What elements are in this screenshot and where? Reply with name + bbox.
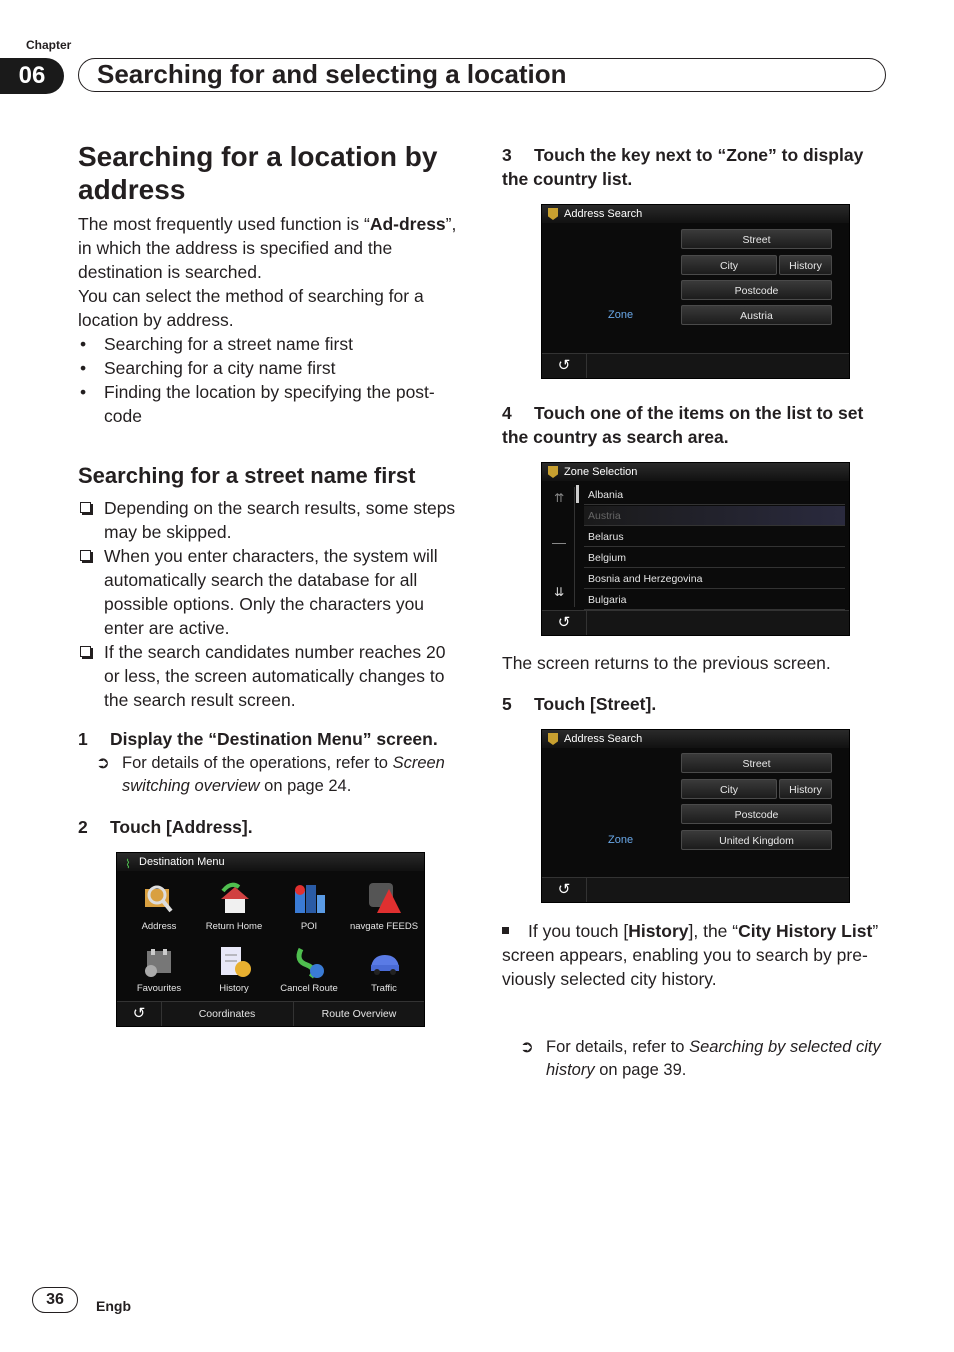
street-button[interactable]: Street xyxy=(681,229,832,249)
step-4 xyxy=(502,401,894,449)
checkbox-icon xyxy=(80,550,91,561)
page-number: 36 xyxy=(32,1287,78,1313)
ref-text: For details of the operations, refer to xyxy=(122,754,393,772)
screen-title: Address Search xyxy=(564,733,643,745)
zone-selection-screen xyxy=(541,462,850,636)
list-scrollbar[interactable] xyxy=(552,487,575,607)
note-bold: City History List xyxy=(738,921,873,941)
square-bullet-icon xyxy=(502,925,528,937)
flag-icon xyxy=(548,466,558,478)
postcode-button[interactable]: Postcode xyxy=(681,280,832,300)
address-search-screen-2 xyxy=(541,729,850,903)
navgate-feeds-icon[interactable] xyxy=(367,881,403,915)
note-text: If you touch [ xyxy=(528,921,629,941)
list-item[interactable]: Belarus xyxy=(584,527,845,547)
intro-text-c: ”, in which the address is specified and the destination is searched. xyxy=(78,214,457,282)
screen-title: Destination Menu xyxy=(139,856,225,868)
list-item[interactable]: Albania xyxy=(584,485,845,505)
notes-list xyxy=(78,496,462,712)
language-code: Engb xyxy=(96,1298,131,1314)
route-overview-button[interactable]: Route Overview xyxy=(321,1008,397,1020)
menu-label-address: Address xyxy=(141,921,177,932)
poi-icon[interactable] xyxy=(291,881,327,915)
screen-title-bar xyxy=(542,205,849,223)
history-icon[interactable] xyxy=(217,945,253,979)
zone-button[interactable]: Austria xyxy=(681,305,832,325)
scroll-down-icon[interactable]: ⇊ xyxy=(554,585,565,599)
screen-title: Zone Selection xyxy=(564,466,638,478)
back-icon[interactable]: ↺ xyxy=(542,354,587,378)
screen-title-bar xyxy=(117,853,424,871)
menu-label-traffic: Traffic xyxy=(371,983,397,994)
history-button[interactable]: History xyxy=(779,255,832,275)
intro xyxy=(78,212,462,428)
ref-link: Screen switching overview xyxy=(122,754,445,795)
ref-text: on page 24. xyxy=(259,777,352,795)
cancel-route-icon[interactable] xyxy=(291,945,327,979)
list-item[interactable]: Belgium xyxy=(584,548,845,568)
route-icon: ⌇ xyxy=(125,857,131,871)
city-button[interactable]: City xyxy=(681,779,777,799)
intro-paragraph-2: You can select the method of searching for a location by address. xyxy=(78,286,424,330)
list-position-marker xyxy=(576,485,579,503)
step-1-reference xyxy=(78,752,506,798)
step-1 xyxy=(78,727,438,751)
page-title: Searching for a location by address xyxy=(78,141,438,205)
intro-text-bold: Ad-dress xyxy=(369,214,446,234)
chapter-number: 06 xyxy=(0,58,64,94)
step-text: Display the “Destination Menu” screen. xyxy=(110,729,438,749)
screen-title-bar xyxy=(542,463,849,481)
menu-label-poi: POI xyxy=(300,921,318,932)
screen-title: Address Search xyxy=(564,208,643,220)
traffic-icon[interactable] xyxy=(367,945,403,979)
ref-text: For details, refer to xyxy=(546,1038,690,1056)
checkbox-icon xyxy=(80,646,91,657)
postcode-button[interactable]: Postcode xyxy=(681,804,832,824)
history-reference xyxy=(502,1036,930,1082)
note-text: If the search candidates number reaches 20 or less, the screen automatically changes to the search result screen. xyxy=(104,642,446,710)
note-text: ], the “ xyxy=(688,921,739,941)
step-3 xyxy=(502,143,894,191)
note-text: When you enter characters, the system will automatically search the database for all possible options. Only the characters you enter are active. xyxy=(104,546,438,638)
step-text: Touch [Address]. xyxy=(110,817,253,837)
note-text: Depending on the search results, some steps may be skipped. xyxy=(104,498,456,542)
note-bold: History xyxy=(628,921,689,941)
checkbox-icon xyxy=(80,502,91,513)
list-item xyxy=(78,544,462,640)
return-home-icon[interactable] xyxy=(217,881,253,915)
ref-link: Searching by selected city history xyxy=(546,1038,881,1079)
list-item: • Finding the location by specifying the post-code xyxy=(78,380,462,428)
destination-menu-screen xyxy=(116,852,425,1027)
address-icon[interactable] xyxy=(141,881,177,915)
list-item xyxy=(78,640,462,712)
menu-label-return-home: Return Home xyxy=(205,921,263,932)
flag-icon xyxy=(548,733,558,745)
history-note xyxy=(502,919,886,991)
scroll-thumb[interactable] xyxy=(552,543,566,544)
section-title: Searching for a street name first xyxy=(78,463,416,488)
step-number: 1 xyxy=(78,729,88,749)
note-text: ” screen appears, enabling you to search by pre-viously selected city history. xyxy=(502,921,879,989)
menu-label-history: History xyxy=(219,983,249,994)
street-button[interactable]: Street xyxy=(681,753,832,773)
screen-bottom-bar xyxy=(542,353,849,378)
step-number: 5 xyxy=(502,694,512,714)
city-button[interactable]: City xyxy=(681,255,777,275)
screen-title-bar xyxy=(542,730,849,748)
list-item: • Searching for a city name first xyxy=(78,356,462,380)
list-item: • Searching for a street name first xyxy=(78,332,462,356)
step-text: Touch the key next to “Zone” to display the country list. xyxy=(502,145,864,189)
method-list xyxy=(78,332,462,428)
zone-label: Zone xyxy=(608,309,634,321)
history-button[interactable]: History xyxy=(779,779,832,799)
menu-label-navgate-feeds: navgate FEEDS xyxy=(349,921,419,932)
step-text: Touch one of the items on the list to set the country as search area. xyxy=(502,403,864,447)
zone-button[interactable]: United Kingdom xyxy=(681,830,832,850)
step-5 xyxy=(502,692,656,716)
list-item xyxy=(78,496,462,544)
step-number: 3 xyxy=(502,145,512,165)
menu-label-favourites: Favourites xyxy=(136,983,182,994)
intro-text-a: The most frequently used function is “ xyxy=(78,214,370,234)
step-2 xyxy=(78,815,253,839)
list-item[interactable]: Bulgaria xyxy=(584,590,845,610)
list-item[interactable]: Austria xyxy=(584,506,845,526)
step-text: Touch [Street]. xyxy=(534,694,657,714)
list-item[interactable]: Bosnia and Herzegovina xyxy=(584,569,845,589)
back-icon[interactable]: ↺ xyxy=(542,878,587,902)
coordinates-button[interactable]: Coordinates xyxy=(161,1002,294,1026)
zone-label: Zone xyxy=(608,834,634,846)
chapter-label: Chapter xyxy=(26,38,72,52)
step-number: 2 xyxy=(78,817,88,837)
arrow-icon: ➲ xyxy=(520,1038,534,1056)
screen-bottom-bar xyxy=(542,877,849,902)
back-icon[interactable]: ↺ xyxy=(117,1002,162,1026)
step-number: 4 xyxy=(502,403,512,423)
flag-icon xyxy=(548,208,558,220)
returns-text: The screen returns to the previous screen. xyxy=(502,653,831,673)
back-icon[interactable]: ↺ xyxy=(542,611,587,635)
favourites-icon[interactable] xyxy=(141,945,177,979)
scroll-up-icon[interactable]: ⇈ xyxy=(554,491,565,505)
intro-paragraph-1 xyxy=(78,212,462,284)
menu-label-cancel-route: Cancel Route xyxy=(280,983,338,994)
chapter-title: Searching for and selecting a location xyxy=(78,58,886,92)
ref-text: on page 39. xyxy=(594,1061,687,1079)
screen-bottom-bar xyxy=(542,610,849,635)
address-search-screen-1 xyxy=(541,204,850,379)
arrow-icon: ➲ xyxy=(96,754,110,772)
